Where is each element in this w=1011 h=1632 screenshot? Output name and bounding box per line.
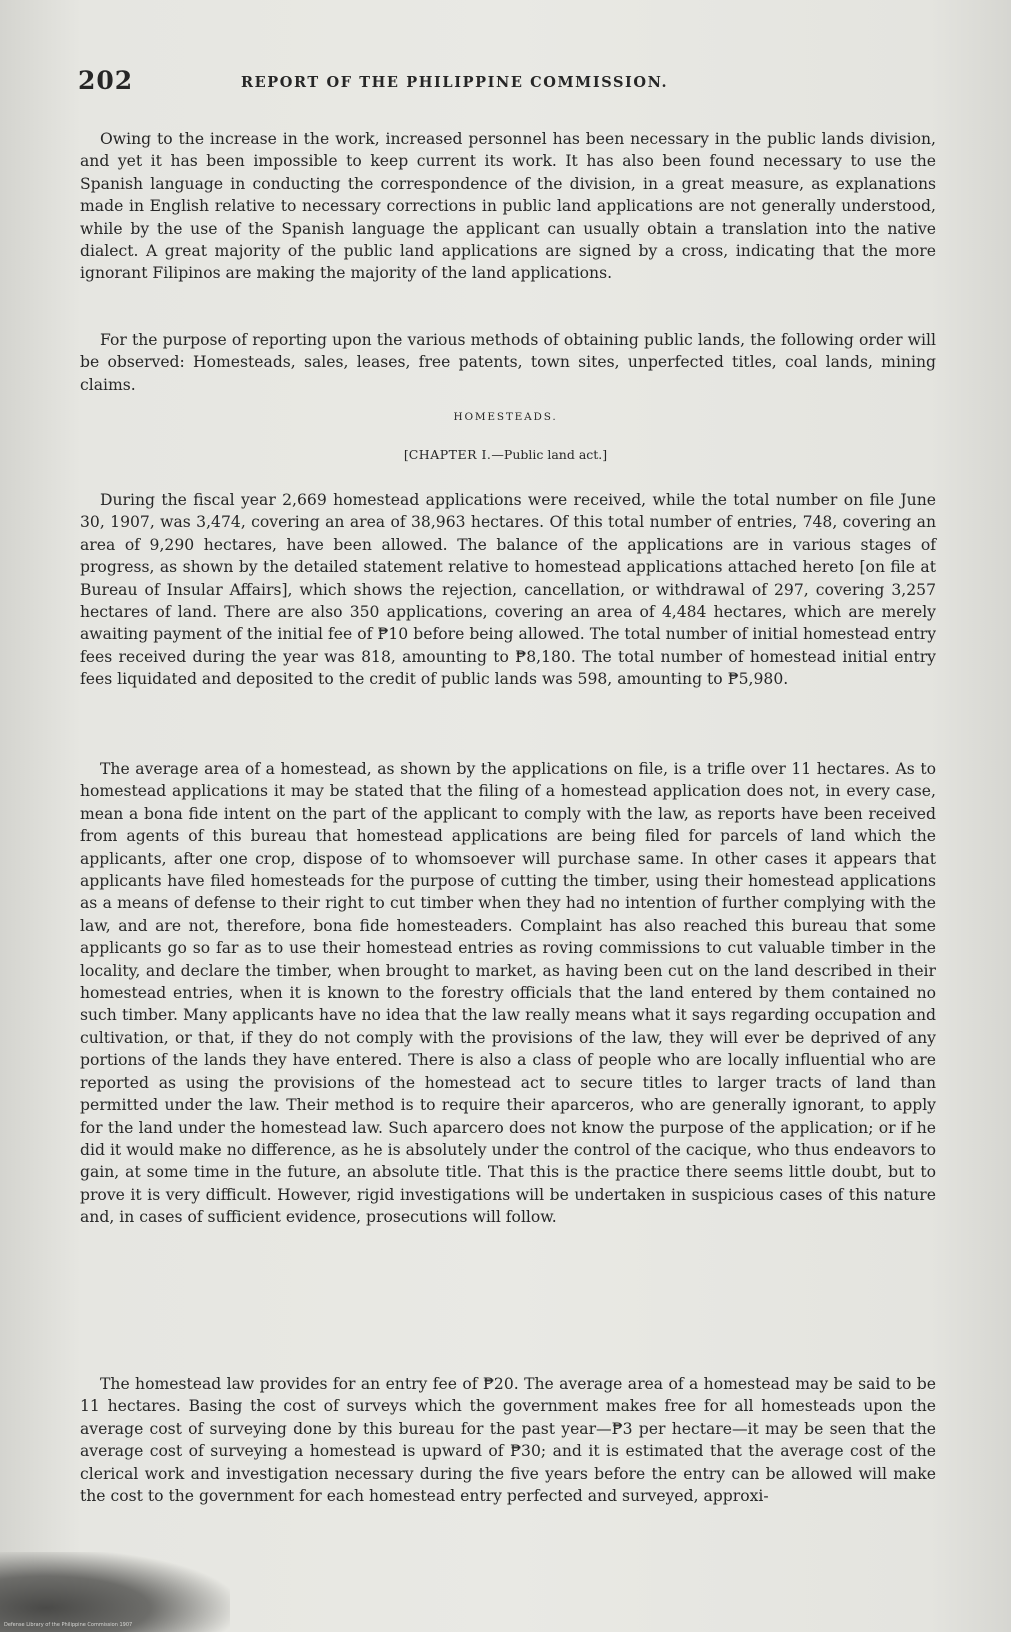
page-header — [78, 66, 938, 106]
paragraph-reporting-order: For the purpose of reporting upon the various methods of obtaining public lands, the following order will be observed: Homesteads, sales, leases, free patents, town sites, unperfected titles, coal lands, mining claims. — [80, 331, 936, 394]
paragraph-homestead-statistics: During the fiscal year 2,669 homestead applications were received, while the total number on file June 30, 1907, was 3,474, covering an area of 38,963 hectares. Of this total number of entries, 748, covering an area of 9,290 hectares, have been allowed. The balance of the applications are in various stages of progress, as shown by the detailed statement relative to homestead applications attached hereto [on file at Bureau of Insular Affairs], which shows the rejection, cancellation, or withdrawal of 297, covering 3,257 hectares of land. There are also 350 applications, covering an area of 4,484 hectares, which are merely awaiting payment of the initial fee of ₱10 before being allowed. The total number of initial homestead entry fees received during the year was 818, amounting to ₱8,180. The total number of homestead initial entry fees liquidated and deposited to the credit of public lands was 598, amounting to ₱5,980. — [80, 491, 936, 689]
subheading-bracket: [ — [403, 447, 409, 462]
subheading-chapter: CHAPTER I. — [408, 447, 492, 462]
subheading-rest: —Public land act.] — [491, 447, 608, 462]
paragraph-personnel: Owing to the increase in the work, increased personnel has been necessary in the public lands division, and yet it has been impossible to keep current its work. It has also been found necessary to use the Spanish language in conducting the correspondence of the division, in a great measure, as explanations made in English relative to necessary corrections in public land applications are not generally understood, while by the use of the Spanish language the applicant can usually obtain a translation into the native dialect. A great majority of the public land applications are signed by a cross, indicating that the more ignorant Filipinos are making the majority of the land applications. — [80, 130, 936, 283]
section-subheading — [0, 447, 1011, 462]
page-number: 202 — [78, 66, 134, 95]
scan-shadow — [0, 1552, 230, 1632]
section-heading: HOMESTEADS. — [453, 411, 558, 423]
paragraph-entry-fee: The homestead law provides for an entry fee of ₱20. The average area of a homestead may be said to be 11 hectares. Basing the cost of surveys which the government makes free for all homesteads upon the average cost of surveying done by this bureau for the past year—₱3 per hectare—it may be seen that the average cost of surveying a homestead is upward of ₱30; and it is estimated that the average cost of the clerical work and investigation necessary during the five years before the entry can be allowed will make the cost to the government for each homestead entry perfected and surveyed, approxi- — [80, 1375, 936, 1506]
running-title: REPORT OF THE PHILIPPINE COMMISSION. — [241, 74, 669, 91]
paragraph-homestead-abuses: The average area of a homestead, as shown by the applications on file, is a trifle over 11 hectares. As to homestead applications it may be stated that the filing of a homestead application does not, in every case, mean a bona fide intent on the part of the applicant to comply with the law, as reports have been received from agents of this bureau that homestead applications are being filed for parcels of land which the applicants, after one crop, dispose of to whomsoever will purchase same. In other cases it appears that applicants have filed homesteads for the purpose of cutting the timber, using their homestead applications as a means of defense to their right to cut timber when they had no intention of further complying with the law, and are not, therefore, bona fide homesteaders. Complaint has also reached this bureau that some applicants go so far as to use their homestead entries as roving commissions to cut valuable timber in the locality, and declare the timber, when brought to market, as having been cut on the land described in their homestead entries, when it is known to the forestry officials that the land entered by them contained no such timber. Many applicants have no idea that the law really means what it says regarding occupation and cultivation, or that, if they do not comply with the provisions of the law, they will ever be deprived of any portions of the lands they have entered. There is also a class of people who are locally influential who are reported as using the provisions of the homestead act to secure titles to larger tracts of land than permitted under the law. Their method is to require their aparceros, who are generally ignorant, to apply for the land under the homestead law. Such aparcero does not know the purpose of the application; or if he did it would make no difference, as he is absolutely under the control of the cacique, who thus endeavors to gain, at some time in the future, an absolute title. That this is the practice there seems little doubt, but to prove it is very difficult. However, rigid investigations will be undertaken in suspicious cases of this nature and, in cases of sufficient evidence, prosecutions will follow. — [80, 760, 936, 1227]
scan-note: Defense Library of the Philippine Commission 1907 — [4, 1622, 133, 1628]
